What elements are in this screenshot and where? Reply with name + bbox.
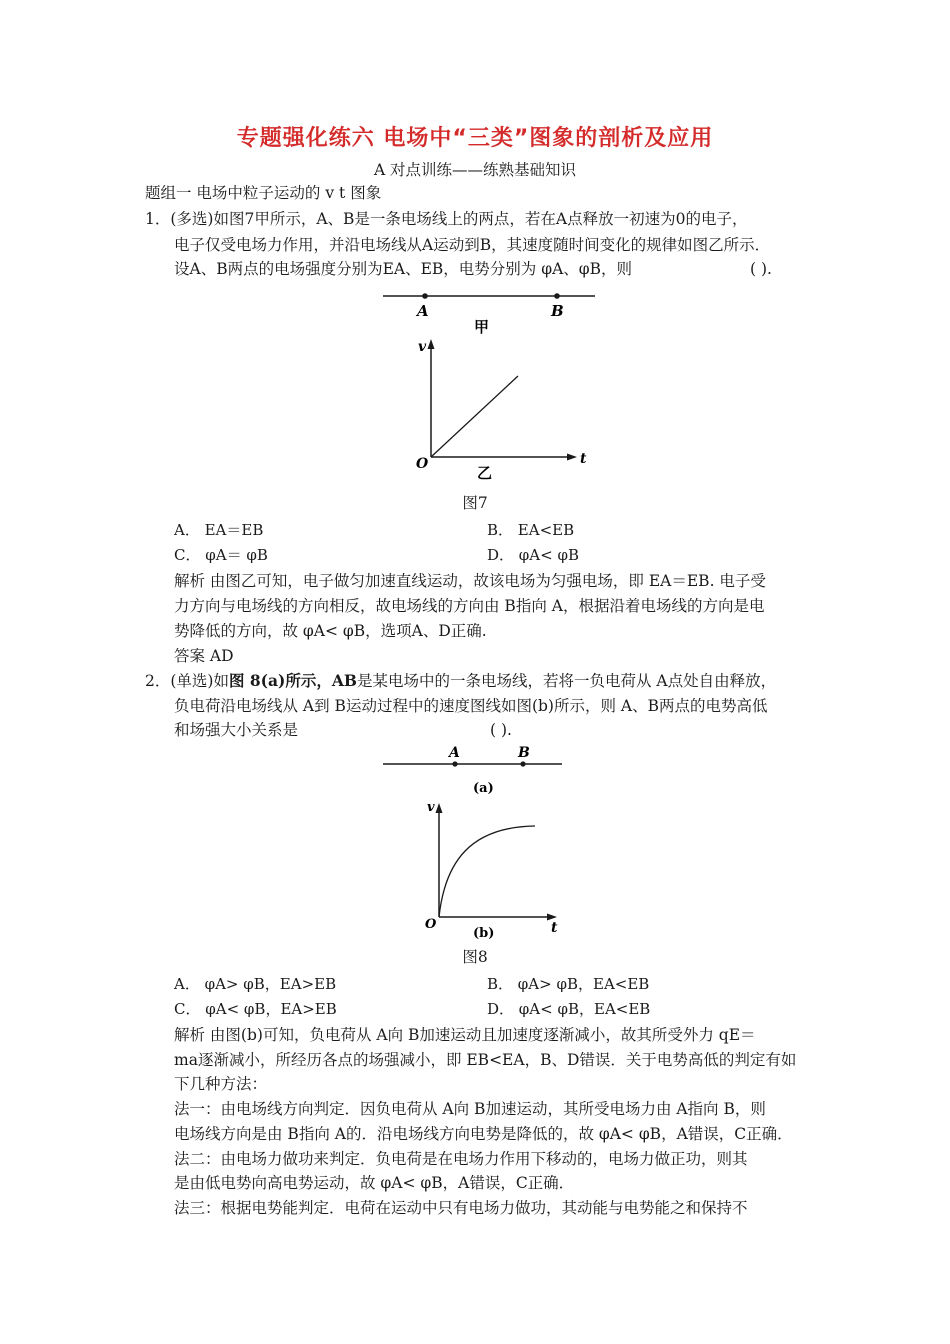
q1-answer-bracket: ( ). bbox=[750, 260, 772, 278]
figure-7-caption: 图7 bbox=[462, 494, 488, 512]
q2-line-1-part-3: 是某电场中的一条电场线，若将一负电荷从 A点处自由释放， bbox=[357, 672, 777, 690]
q1-analysis-2: 力方向与电场线的方向相反，故电场线的方向由 B指向 A，根据沿着电场线的方向是电 bbox=[174, 597, 765, 615]
vt-line bbox=[431, 376, 518, 457]
q2-line-1 bbox=[145, 670, 776, 692]
q2-line-1-part-2: 图 8(a)所示，AB bbox=[228, 671, 357, 690]
q2-line-1-part-1: 2．(单选)如 bbox=[145, 672, 229, 690]
point-b bbox=[554, 293, 560, 299]
q2-analysis-6: 法二：由电场力做功来判定．负电荷是在电场力作用下移动的，电场力做正功，则其 bbox=[174, 1150, 748, 1168]
origin-label: O bbox=[416, 456, 429, 472]
axis-v-label: v bbox=[418, 339, 427, 355]
q1-line-2: 电子仅受电场力作用，并沿电场线从A运动到B，其速度随时间变化的规律如图乙所示． bbox=[174, 236, 771, 254]
point-b bbox=[520, 761, 525, 766]
figure-8-caption: 图8 bbox=[462, 948, 488, 966]
label-jia: 甲 bbox=[474, 318, 490, 336]
label-b: B bbox=[551, 302, 564, 320]
q1-line-1: 1．(多选)如图7甲所示，A、B是一条电场线上的两点，若在A点释放一初速为0的电子， bbox=[145, 210, 748, 228]
q2-analysis-8: 法三：根据电势能判定．电荷在运动中只有电场力做功，其动能与电势能之和保持不 bbox=[174, 1199, 748, 1217]
sub-label-b: (b) bbox=[473, 926, 495, 941]
label-yi: 乙 bbox=[477, 464, 493, 482]
q2-analysis-3: 下几种方法： bbox=[174, 1075, 268, 1093]
v-axis-arrow bbox=[428, 339, 435, 349]
q2-analysis-7: 是由低电势向高电势运动，故 φA< φB，A错误，C正确． bbox=[174, 1174, 575, 1192]
section-heading: A 对点训练——练熟基础知识 bbox=[373, 161, 577, 179]
q1-answer: 答案 AD bbox=[174, 647, 234, 665]
point-a bbox=[452, 761, 457, 766]
q1-option-c: C． φA＝ φB bbox=[174, 546, 268, 564]
sub-label-a: (a) bbox=[473, 781, 494, 796]
figure-7 bbox=[375, 285, 615, 485]
figure-8 bbox=[375, 742, 585, 942]
q1-option-d: D． φA< φB bbox=[487, 546, 579, 564]
q1-option-a: A． EA＝EB bbox=[174, 521, 264, 539]
q2-answer-bracket: ( ). bbox=[490, 721, 512, 739]
q1-line-3: 设A、B两点的电场强度分别为EA、EB，电势分别为 φA、φB，则 bbox=[174, 260, 633, 278]
q2-line-3: 和场强大小关系是 bbox=[174, 721, 299, 739]
t-axis-arrow bbox=[567, 454, 577, 461]
q1-analysis-3: 势降低的方向，故 φA< φB，选项A、D正确. bbox=[174, 622, 487, 640]
q2-option-d: D． φA< φB，EA<EB bbox=[487, 1000, 651, 1018]
q2-analysis-4: 法一：由电场线方向判定．因负电荷从 A向 B加速运动，其所受电场力由 A指向 B，则 bbox=[174, 1100, 766, 1118]
q1-analysis-1: 解析 由图乙可知，电子做匀加速直线运动，故该电场为匀强电场，即 EA＝EB. 电子受 bbox=[174, 572, 766, 590]
label-b: B bbox=[518, 745, 530, 761]
axis-v-label: v bbox=[427, 800, 435, 815]
v-axis-arrow bbox=[436, 803, 443, 813]
q2-option-a: A． φA> φB，EA>EB bbox=[174, 975, 337, 993]
axis-t-label: t bbox=[580, 451, 587, 467]
origin-label: O bbox=[425, 917, 437, 932]
label-a: A bbox=[449, 745, 460, 761]
point-a bbox=[422, 293, 428, 299]
group-heading: 题组一 电场中粒子运动的 v t 图象 bbox=[145, 184, 382, 202]
label-a: A bbox=[417, 302, 429, 320]
q2-line-2: 负电荷沿电场线从 A到 B运动过程中的速度图线如图(b)所示，则 A、B两点的电势高低 bbox=[174, 697, 768, 715]
q1-option-b: B． EA<EB bbox=[487, 521, 575, 539]
vt-curve bbox=[439, 826, 535, 917]
q2-option-b: B． φA> φB，EA<EB bbox=[487, 975, 650, 993]
q2-analysis-5: 电场线方向是由 B指向 A的．沿电场线方向电势是降低的，故 φA< φB，A错误，C正确． bbox=[174, 1125, 793, 1143]
q2-option-c: C． φA< φB，EA>EB bbox=[174, 1000, 337, 1018]
axis-t-label: t bbox=[551, 920, 558, 936]
q2-analysis-1: 解析 由图(b)可知，负电荷从 A向 B加速运动且加速度逐渐减小，故其所受外力 qE＝ bbox=[174, 1026, 756, 1044]
q2-analysis-2: ma逐渐减小，所经历各点的场强减小，即 EB<EA，B、D错误．关于电势高低的判定有如 bbox=[174, 1051, 797, 1069]
page-title: 专题强化练六 电场中“三类”图象的剖析及应用 bbox=[236, 126, 714, 151]
